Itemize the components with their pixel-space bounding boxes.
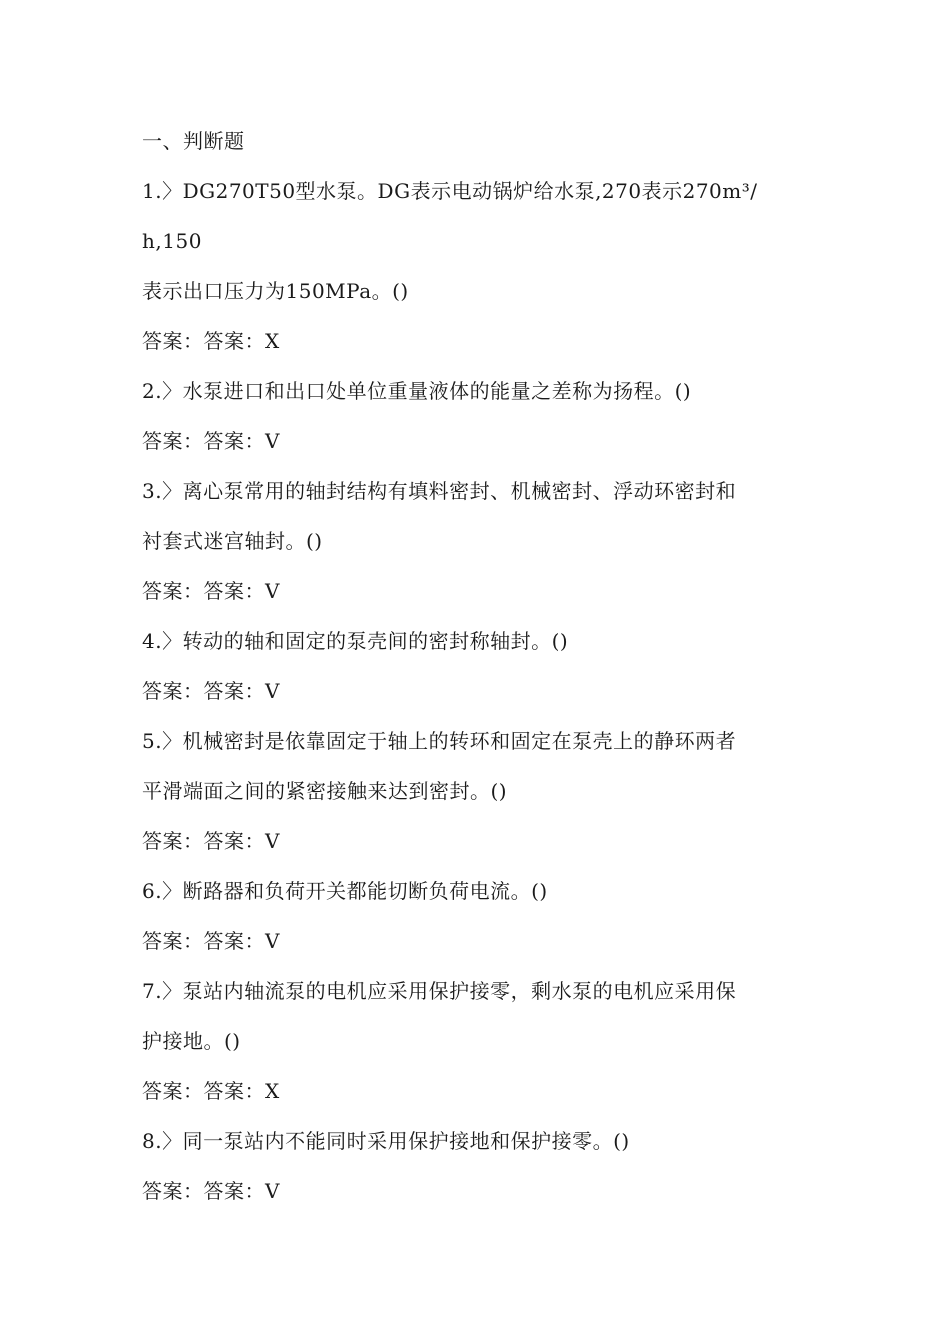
question-7-line-2: 护接地。() (142, 1029, 241, 1053)
question-1-line-2: h,150 (142, 229, 202, 253)
question-5-line-2: 平滑端面之间的紧密接触来达到密封。() (142, 779, 508, 803)
answer-5: 答案：答案：V (142, 829, 280, 853)
answer-4: 答案：答案：V (142, 679, 280, 703)
question-5-line-1: 5.〉机械密封是依靠固定于轴上的转环和固定在泵壳上的静环两者 (142, 729, 737, 753)
question-1-line-1: 1.〉DG270T50型水泵。DG表示电动锅炉给水泵,270表示270m³/ (142, 179, 758, 203)
question-3-line-1: 3.〉离心泵常用的轴封结构有填料密封、机械密封、浮动环密封和 (142, 479, 737, 503)
question-2: 2.〉水泵进口和出口处单位重量液体的能量之差称为扬程。() (142, 379, 692, 403)
question-7-line-1: 7.〉泵站内轴流泵的电机应采用保护接零，剩水泵的电机应采用保 (142, 979, 737, 1003)
document-page (142, 116, 822, 1216)
answer-7: 答案：答案：X (142, 1079, 280, 1103)
question-4: 4.〉转动的轴和固定的泵壳间的密封称轴封。() (142, 629, 569, 653)
answer-3: 答案：答案：V (142, 579, 280, 603)
question-1-line-3: 表示出口压力为150MPa。() (142, 279, 409, 303)
answer-6: 答案：答案：V (142, 929, 280, 953)
section-title: 一、判断题 (142, 129, 245, 153)
answer-8: 答案：答案：V (142, 1179, 280, 1203)
answer-2: 答案：答案：V (142, 429, 280, 453)
question-3-line-2: 衬套式迷宫轴封。() (142, 529, 323, 553)
question-8: 8.〉同一泵站内不能同时采用保护接地和保护接零。() (142, 1129, 630, 1153)
answer-1: 答案：答案：X (142, 329, 280, 353)
question-6: 6.〉断路器和负荷开关都能切断负荷电流。() (142, 879, 548, 903)
